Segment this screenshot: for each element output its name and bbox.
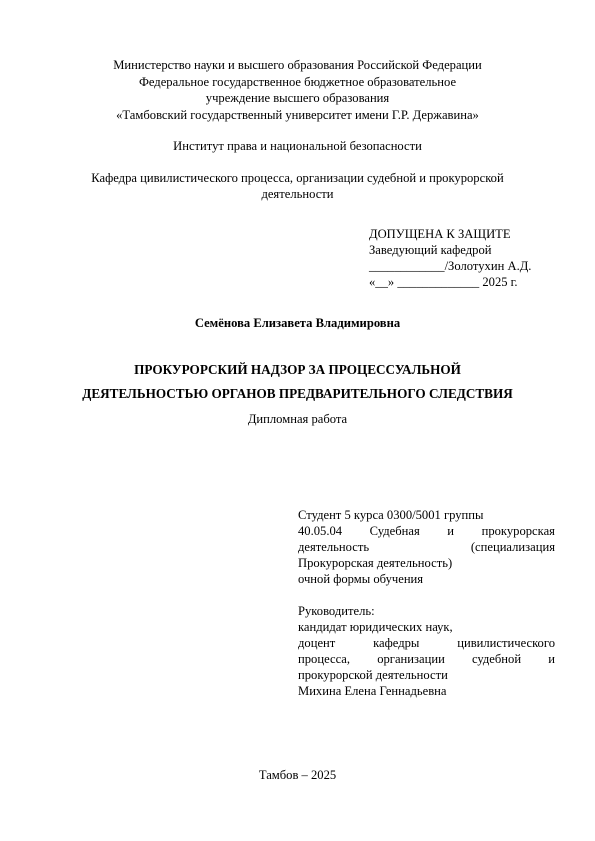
university-name: «Тамбовский государственный университет имени Г.Р. Державина»: [116, 108, 479, 122]
supervisor-name: Михина Елена Геннадьевна: [298, 684, 447, 698]
thesis-title-line-1: ПРОКУРОРСКИЙ НАДЗОР ЗА ПРОЦЕССУАЛЬНОЙ: [134, 362, 461, 377]
supervisor-line-2: [298, 635, 555, 651]
student-line-3: [298, 539, 555, 555]
student-line-3-word: деятельность: [298, 540, 370, 554]
supervisor-line-3-word: процесса,: [298, 652, 351, 666]
student-line-5: очной формы обучения: [298, 572, 424, 586]
student-line-2-word: Судебная: [369, 524, 420, 538]
student-line-2-word: 40.05.04: [298, 524, 343, 538]
student-line-2: [298, 523, 555, 539]
approval-status: ДОПУЩЕНА К ЗАЩИТЕ: [369, 227, 511, 241]
approval-signature: ____________/Золотухин А.Д.: [369, 259, 532, 273]
institution-line-1: Федеральное государственное бюджетное образовательное: [138, 75, 457, 89]
institution-line-2: учреждение высшего образования: [205, 91, 390, 105]
supervisor-line-3-word: организации: [377, 652, 445, 666]
supervisor-line-3-word: и: [548, 652, 555, 666]
institute-name: Институт права и национальной безопасности: [173, 139, 422, 153]
work-type: Дипломная работа: [247, 412, 348, 426]
ministry-line: Министерство науки и высшего образования Российской Федерации: [113, 58, 482, 72]
student-line-4: Прокурорская деятельность): [298, 556, 453, 570]
approval-role: Заведующий кафедрой: [369, 243, 492, 257]
supervisor-line-4: прокурорской деятельности: [298, 668, 448, 682]
student-line-2-word: прокурорская: [481, 524, 555, 538]
student-line-2-word: и: [447, 524, 455, 538]
thesis-title-line-2: ДЕЯТЕЛЬНОСТЬЮ ОРГАНОВ ПРЕДВАРИТЕЛЬНОГО СЛЕДСТВИЯ: [82, 386, 513, 401]
student-line-1: Студент 5 курса 0300/5001 группы: [298, 508, 484, 522]
supervisor-label: Руководитель:: [298, 604, 375, 618]
supervisor-block: [298, 603, 555, 699]
supervisor-line-2-word: кафедры: [373, 636, 420, 650]
approval-date: «__» _____________ 2025 г.: [369, 275, 518, 289]
department-line-2: деятельности: [261, 187, 334, 201]
supervisor-line-3-word: судебной: [471, 652, 522, 666]
supervisor-line-2-word: доцент: [298, 636, 336, 650]
student-block: [298, 507, 555, 587]
approval-block: [369, 226, 559, 290]
city-year: Тамбов – 2025: [258, 768, 337, 782]
supervisor-line-3: [298, 651, 555, 667]
supervisor-degree: кандидат юридических наук,: [298, 620, 453, 634]
author-name: Семёнова Елизавета Владимировна: [194, 316, 401, 330]
department-line-1: Кафедра цивилистического процесса, организации судебной и прокурорской: [91, 171, 504, 185]
student-line-3-word: (специализация: [470, 540, 555, 554]
supervisor-line-2-word: цивилистического: [457, 636, 555, 650]
